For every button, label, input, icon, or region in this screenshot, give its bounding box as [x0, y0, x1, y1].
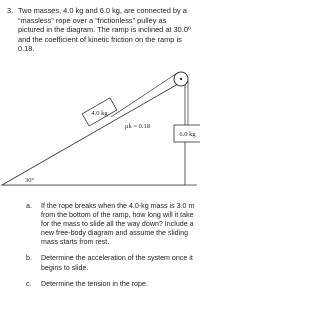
- incline-angle-label: 30°: [25, 177, 35, 184]
- part-a-text: If the rope breaks when the 4.0-kg mass is 3.0 m from the bottom of the ramp, how long will it take for the mass to slide all the way down? Include a new free-body diagram and assume the sliding mass starts from rest.: [41, 202, 195, 247]
- part-c: [26, 280, 196, 289]
- friction-coefficient-label: μk = 0.18: [125, 123, 151, 130]
- part-c-letter: c.: [26, 279, 32, 288]
- incline-pulley-diagram: [0, 68, 200, 198]
- problem-stem: Two masses, 4.0 kg and 6.0 kg, are connected by a “massless” rope over a “frictionless” pulley as pictured in the diagram. The ramp is inclined at 30.0º and the coefficient of kinetic friction on the ramp is 0.18.: [18, 6, 191, 54]
- part-b-letter: b.: [26, 254, 32, 263]
- problem-number: 3.: [7, 6, 14, 15]
- part-c-text: Determine the tension in the rope.: [41, 279, 148, 288]
- part-a: [26, 202, 196, 247]
- pulley-axle: [180, 78, 182, 80]
- part-a-letter: a.: [26, 202, 32, 210]
- part-b: [26, 254, 196, 272]
- question-parts: [26, 202, 196, 296]
- hanging-block-label: 6.0 kg: [179, 131, 196, 138]
- ramp: [2, 80, 185, 185]
- block-on-ramp-label: 4.0 kg: [91, 109, 108, 117]
- part-b-text: Determine the acceleration of the system once it begins to slide.: [41, 254, 193, 272]
